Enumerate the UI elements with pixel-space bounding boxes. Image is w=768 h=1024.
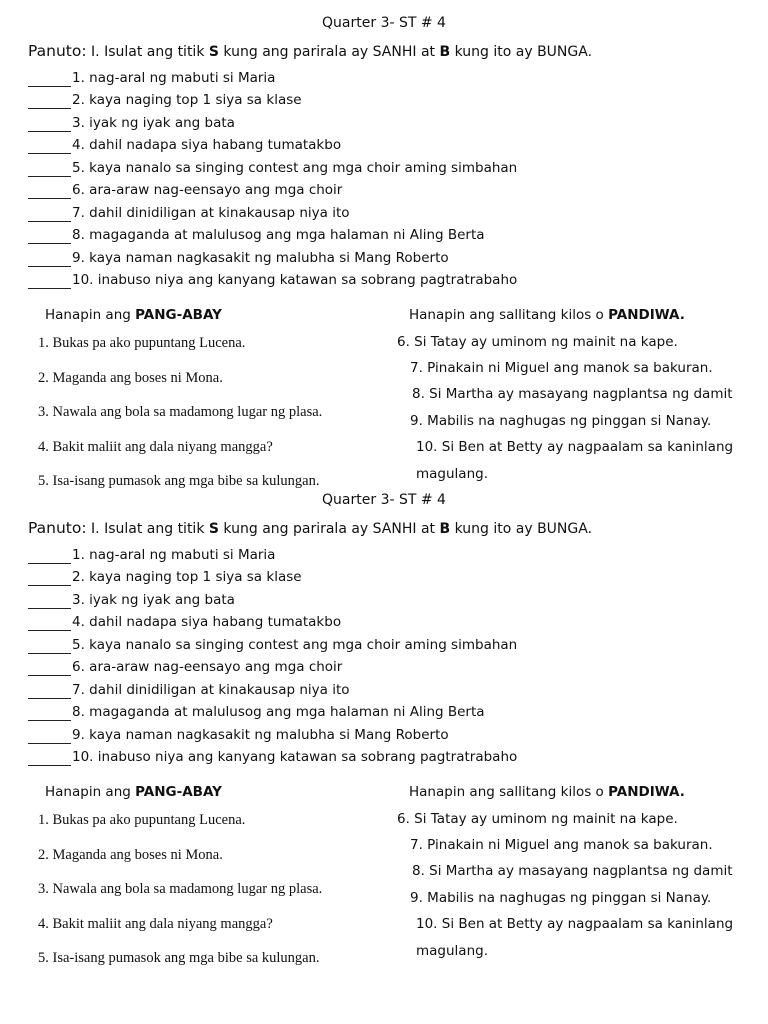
item-text: 6. ara-araw nag-eensayo ang mga choir <box>72 659 343 675</box>
list-item <box>28 64 517 87</box>
instructions-text-2: kung ang parirala ay SANHI at <box>218 44 440 60</box>
pandiwa-sentence: 6. Si Tatay ay uminom ng mainit na kape. <box>397 334 678 350</box>
answer-blank[interactable] <box>28 571 71 586</box>
item-text: 2. kaya naging top 1 siya sa klase <box>72 92 302 108</box>
pang-abay-sentence: 4. Bakit maliit ang dala niyang mangga? <box>38 439 273 455</box>
heading-bold: PANDIWA. <box>608 784 685 800</box>
answer-blank[interactable] <box>28 639 71 654</box>
pandiwa-sentence-continued: magulang. <box>416 466 488 482</box>
pandiwa-sentence: 7. Pinakain ni Miguel ang manok sa bakuran. <box>410 837 713 853</box>
pandiwa-sentence: 8. Si Martha ay masayang nagplantsa ng damit <box>412 386 733 402</box>
item-text: 6. ara-araw nag-eensayo ang mga choir <box>72 182 343 198</box>
list-item <box>28 541 517 564</box>
pandiwa-sentence: 7. Pinakain ni Miguel ang manok sa bakuran. <box>410 360 713 376</box>
pang-abay-heading <box>45 784 222 800</box>
instructions-text-3: kung ito ay BUNGA. <box>450 521 593 537</box>
pandiwa-sentence: 10. Si Ben at Betty ay nagpaalam sa kaninlang <box>416 916 734 932</box>
answer-blank[interactable] <box>28 549 71 564</box>
answer-blank[interactable] <box>28 94 71 109</box>
answer-blank[interactable] <box>28 594 71 609</box>
item-text: 4. dahil nadapa siya habang tumatakbo <box>72 137 342 153</box>
instructions-text-2: kung ang parirala ay SANHI at <box>218 521 440 537</box>
answer-blank[interactable] <box>28 684 71 699</box>
instructions-label: Panuto: <box>28 519 87 537</box>
item-text: 2. kaya naging top 1 siya sa klase <box>72 569 302 585</box>
pandiwa-sentence: 8. Si Martha ay masayang nagplantsa ng damit <box>412 863 733 879</box>
item-text: 9. kaya naman nagkasakit ng malubha si Mang Roberto <box>72 726 449 743</box>
worksheet-copy-2 <box>0 477 768 966</box>
pang-abay-sentence: 5. Isa-isang pumasok ang mga bibe sa kulungan. <box>38 950 320 966</box>
answer-blank[interactable] <box>28 72 71 87</box>
page-title: Quarter 3- ST # 4 <box>322 15 446 31</box>
instructions-letter-s: S <box>208 521 219 537</box>
heading-bold: PANG-ABAY <box>135 307 222 323</box>
item-text: 10. inabuso niya ang kanyang katawan sa sobrang pagtratrabaho <box>72 272 518 288</box>
answer-blank[interactable] <box>28 729 71 744</box>
pandiwa-sentence: 6. Si Tatay ay uminom ng mainit na kape. <box>397 811 678 827</box>
answer-blank[interactable] <box>28 274 71 289</box>
answer-blank[interactable] <box>28 751 71 766</box>
item-list <box>28 64 517 289</box>
answer-blank[interactable] <box>28 706 71 721</box>
list-item <box>28 654 517 677</box>
item-text: 8. magaganda at malulusog ang mga halaman ni Aling Berta <box>72 227 485 243</box>
instructions-text-1: I. Isulat ang titik <box>86 44 209 60</box>
list-item <box>28 631 517 654</box>
list-item <box>28 244 517 267</box>
item-text: 5. kaya nanalo sa singing contest ang mga choir aming simbahan <box>72 636 518 653</box>
answer-blank[interactable] <box>28 139 71 154</box>
list-item <box>28 87 517 110</box>
list-item <box>28 699 517 722</box>
pang-abay-sentence: 2. Maganda ang boses ni Mona. <box>38 847 223 863</box>
item-text: 3. iyak ng iyak ang bata <box>72 114 235 131</box>
item-list <box>28 541 517 766</box>
pang-abay-sentence: 1. Bukas pa ako pupuntang Lucena. <box>38 812 246 828</box>
list-item <box>28 744 517 767</box>
instructions-label: Panuto: <box>28 42 87 60</box>
list-item <box>28 609 517 632</box>
answer-blank[interactable] <box>28 162 71 177</box>
answer-blank[interactable] <box>28 229 71 244</box>
pang-abay-sentence: 3. Nawala ang bola sa madamong lugar ng plasa. <box>38 404 323 420</box>
item-text: 7. dahil dinidiligan at kinakausap niya ito <box>72 204 350 221</box>
instructions-text-3: kung ito ay BUNGA. <box>450 44 593 60</box>
list-item <box>28 132 517 155</box>
list-item <box>28 586 517 609</box>
answer-blank[interactable] <box>28 661 71 676</box>
instructions <box>28 519 592 537</box>
pang-abay-sentence: 3. Nawala ang bola sa madamong lugar ng plasa. <box>38 881 323 897</box>
heading-bold: PANDIWA. <box>608 307 685 323</box>
pang-abay-sentence: 4. Bakit maliit ang dala niyang mangga? <box>38 916 273 932</box>
pandiwa-sentence: 9. Mabilis na naghugas ng pinggan si Nanay. <box>410 413 712 429</box>
heading-text: Hanapin ang <box>45 784 136 800</box>
answer-blank[interactable] <box>28 207 71 222</box>
heading-text: Hanapin ang sallitang kilos o <box>409 784 609 800</box>
list-item <box>28 721 517 744</box>
pandiwa-sentence: 9. Mabilis na naghugas ng pinggan si Nanay. <box>410 890 712 906</box>
list-item <box>28 109 517 132</box>
item-text: 10. inabuso niya ang kanyang katawan sa sobrang pagtratrabaho <box>72 749 518 765</box>
instructions-letter-s: S <box>208 44 219 60</box>
list-item <box>28 676 517 699</box>
instructions-letter-b: B <box>439 521 451 537</box>
instructions <box>28 42 592 60</box>
pandiwa-heading <box>409 307 685 323</box>
pang-abay-sentence: 1. Bukas pa ako pupuntang Lucena. <box>38 335 246 351</box>
instructions-text-1: I. Isulat ang titik <box>86 521 209 537</box>
pang-abay-sentence: 2. Maganda ang boses ni Mona. <box>38 370 223 386</box>
list-item <box>28 564 517 587</box>
heading-text: Hanapin ang sallitang kilos o <box>409 307 609 323</box>
list-item <box>28 154 517 177</box>
list-item <box>28 222 517 245</box>
heading-bold: PANG-ABAY <box>135 784 222 800</box>
answer-blank[interactable] <box>28 117 71 132</box>
pandiwa-sentence-continued: magulang. <box>416 943 488 959</box>
instructions-letter-b: B <box>439 44 451 60</box>
pandiwa-heading <box>409 784 685 800</box>
item-text: 1. nag-aral ng mabuti si Maria <box>72 69 276 86</box>
item-text: 7. dahil dinidiligan at kinakausap niya ito <box>72 681 350 698</box>
item-text: 8. magaganda at malulusog ang mga halaman ni Aling Berta <box>72 704 485 720</box>
worksheet-copy-1 <box>0 0 768 489</box>
item-text: 1. nag-aral ng mabuti si Maria <box>72 546 276 563</box>
answer-blank[interactable] <box>28 252 71 267</box>
answer-blank[interactable] <box>28 184 71 199</box>
item-text: 3. iyak ng iyak ang bata <box>72 591 235 608</box>
item-text: 4. dahil nadapa siya habang tumatakbo <box>72 614 342 630</box>
answer-blank[interactable] <box>28 616 71 631</box>
list-item <box>28 267 517 290</box>
pang-abay-heading <box>45 307 222 323</box>
item-text: 5. kaya nanalo sa singing contest ang mga choir aming simbahan <box>72 159 518 176</box>
page-title: Quarter 3- ST # 4 <box>322 492 446 508</box>
heading-text: Hanapin ang <box>45 307 136 323</box>
list-item <box>28 177 517 200</box>
pandiwa-sentence: 10. Si Ben at Betty ay nagpaalam sa kaninlang <box>416 439 734 455</box>
pang-abay-sentence: 5. Isa-isang pumasok ang mga bibe sa kulungan. <box>38 473 320 489</box>
list-item <box>28 199 517 222</box>
item-text: 9. kaya naman nagkasakit ng malubha si Mang Roberto <box>72 249 449 266</box>
